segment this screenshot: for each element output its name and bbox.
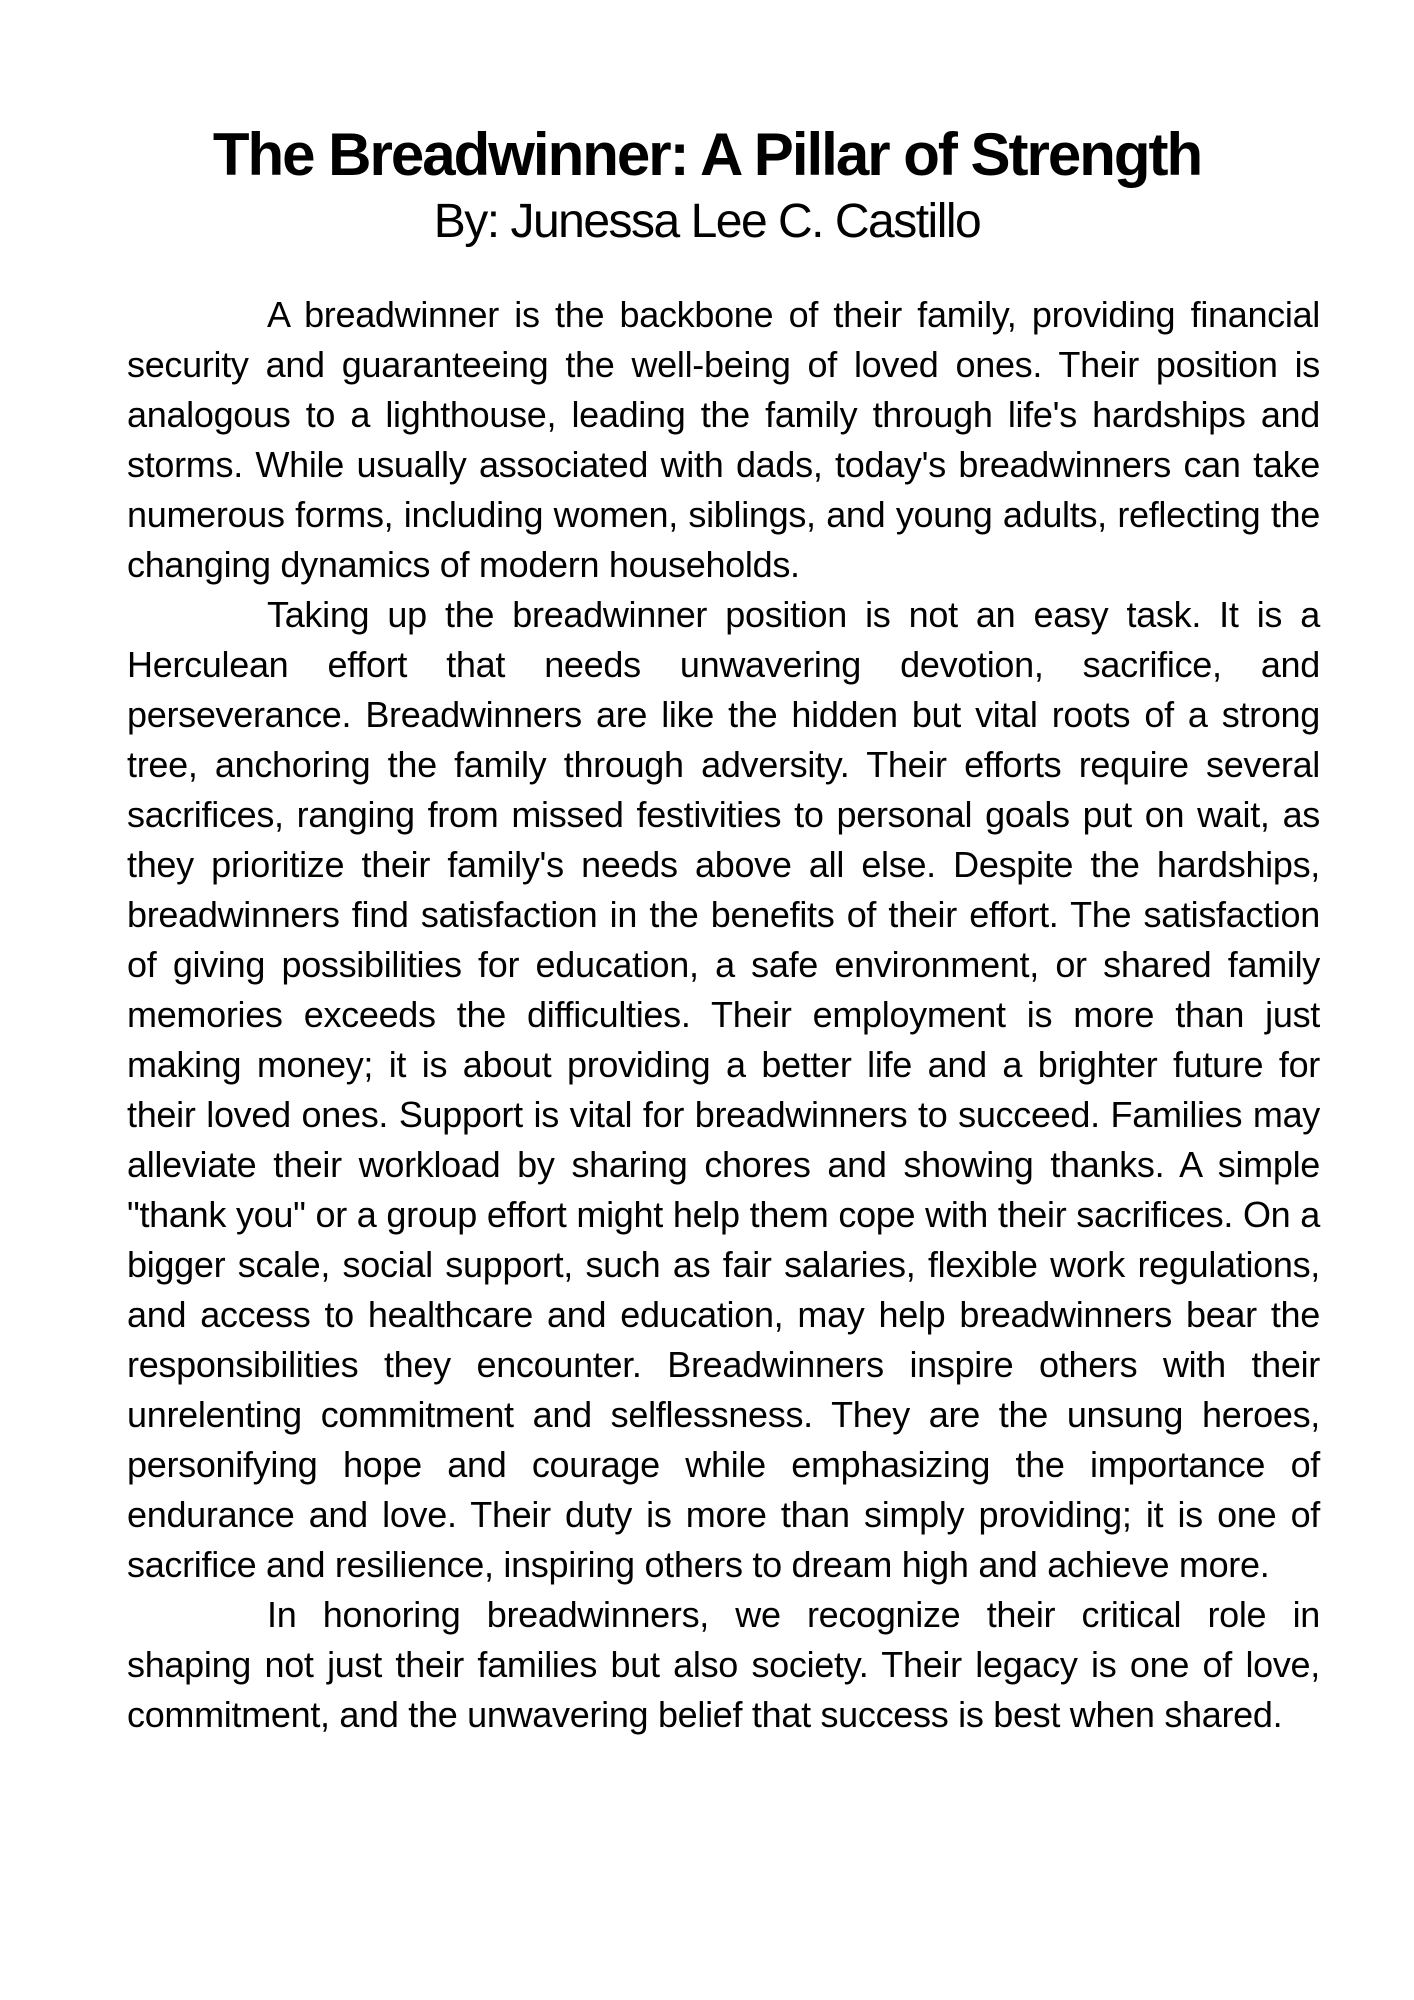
page-title: The Breadwinner: A Pillar of Strength [212, 121, 1202, 188]
document-body [127, 290, 1320, 1740]
byline: By: Junessa Lee C. Castillo [433, 195, 981, 248]
document-header [0, 0, 1414, 250]
paragraph-2: Taking up the breadwinner position is not an easy task. It is a Herculean effort that needs unwavering devotion, sacrifice, and perseverance. Breadwinners are like the hidden but vital roots of a strong tree, anchoring the family through adversity. Their efforts require several sacrifices, ranging from missed festivities to personal goals put on wait, as they prioritize their family's needs above all else. Despite the hardships, breadwinners find satisfaction in the benefits of their effort. The satisfaction of giving possibilities for education, a safe environment, or shared family memories exceeds the difficulties. Their employment is more than just making money; it is about providing a better life and a brighter future for their loved ones. Support is vital for breadwinners to succeed. Families may alleviate their workload by sharing chores and showing thanks. A simple "thank you" or a group effort might help them cope with their sacrifices. On a bigger scale, social support, such as fair salaries, flexible work regulations, and access to healthcare and education, may help breadwinners bear the responsibilities they encounter. Breadwinners inspire others with their unrelenting commitment and selflessness. They are the unsung heroes, personifying hope and courage while emphasizing the importance of endurance and love. Their duty is more than simply providing; it is one of sacrifice and resilience, inspiring others to dream high and achieve more. [127, 594, 1320, 1585]
paragraph-3: In honoring breadwinners, we recognize their critical role in shaping not just their families but also society. Their legacy is one of love, commitment, and the unwavering belief that success is best when shared. [127, 1594, 1320, 1735]
paragraph-1: A breadwinner is the backbone of their family, providing financial security and guaranteeing the well-being of loved ones. Their position is analogous to a lighthouse, leading the family through life's hardships and storms. While usually associated with dads, today's breadwinners can take numerous forms, including women, siblings, and young adults, reflecting the changing dynamics of modern households. [127, 294, 1320, 585]
